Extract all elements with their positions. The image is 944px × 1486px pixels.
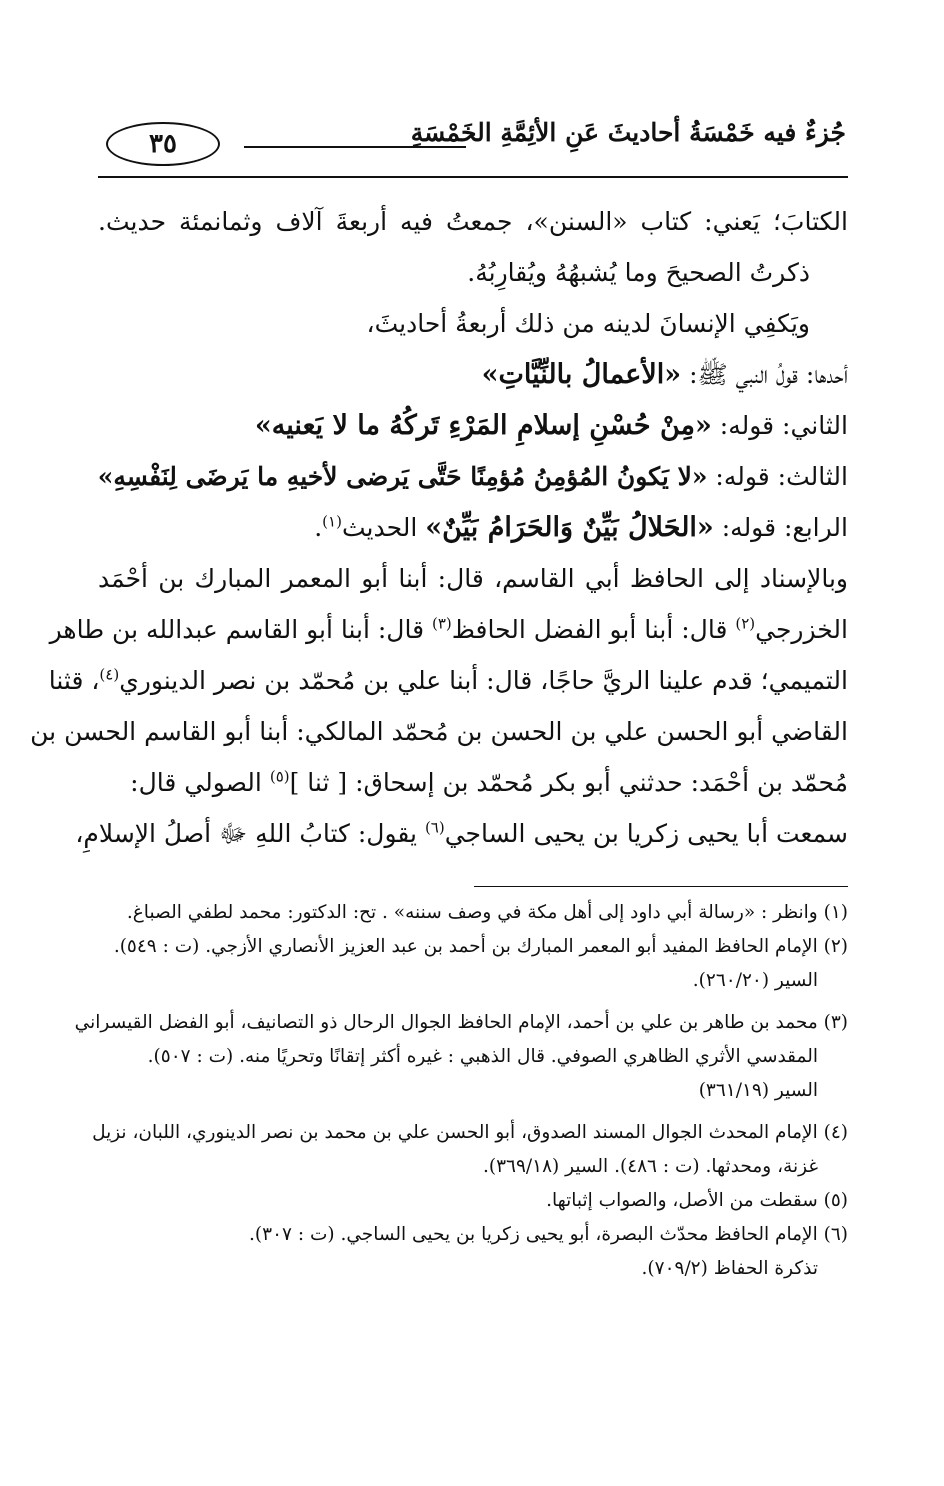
footnote-ref-2: (٢): [735, 614, 756, 633]
text-line-10: [48, 655, 848, 706]
text-line-12-a: مُحمّد بن أحْمَد: حدثني أبو بكر مُحمّد بن إسحاق: [ ثنا ]: [289, 768, 848, 797]
footnote-3-cont: المقدسي الأثري الظاهري الصوفي. قال الذهبي : غيره أكثر إتقانًا وتحريًا منه. (ت : ٥٠٧).: [147, 1046, 818, 1067]
footnote-ref-1: (١): [322, 512, 342, 531]
hadith-1-intro: أحدها: قولُ النبي ﷺ:: [681, 360, 848, 389]
text-line-13-a: سمعت أبا يحيى زكريا بن يحيى الساجي: [444, 819, 848, 848]
text-line-12-b: الصولي قال:: [130, 768, 270, 797]
text-line-9-b: قال: أبنا أبو الفضل الحافظ: [451, 615, 736, 644]
page-header: [98, 112, 846, 176]
hadith-2-intro: الثاني: قوله:: [711, 411, 848, 440]
footnotes: [74, 896, 848, 1286]
footnote-ref-3: (٣): [431, 614, 452, 633]
header-title-rule: [244, 146, 466, 148]
footnote-3-cont2: السير (٣٦١/١٩): [698, 1080, 818, 1101]
footnote-6: (٦) الإمام الحافظ محدّث البصرة، أبو يحيى زكريا بن يحيى الساجي. (ت : ٣٠٧).: [249, 1224, 848, 1245]
text-line-10-a: التميمي؛ قدم علينا الريَّ حاجًا، قال: أبنا علي بن مُحمّد بن نصر الدينوري: [119, 666, 848, 695]
footnote-ref-4: (٤): [99, 665, 120, 684]
text-line-9-a: الخزرجي: [755, 615, 848, 644]
text-line-9-c: قال: أبنا أبو القاسم عبدالله بن طاهر: [49, 615, 432, 644]
footnote-divider: [474, 886, 848, 887]
footnote-1: (١) وانظر : «رسالة أبي داود إلى أهل مكة في وصف سننه» . تح: الدكتور: محمد لطفي الصباغ.: [126, 902, 848, 923]
hadith-4-quote: «الحَلالُ بَيِّنٌ وَالحَرَامُ بَيِّنٌ»: [425, 512, 714, 543]
hadith-4-end: .: [314, 513, 323, 542]
page-number: ٣٥: [149, 129, 177, 159]
hadith-2: [98, 400, 848, 451]
footnote-3: (٣) محمد بن طاهر بن علي بن أحمد، الإمام الحافظ الجوال الرحال ذو التصانيف، أبو الفضل القيسراني: [74, 1012, 848, 1033]
text-line-10-b: ، قثنا: [48, 666, 100, 695]
footnote-ref-6: (٦): [424, 818, 445, 837]
hadith-4-tail: الحديث: [341, 513, 426, 542]
text-line-11: القاضي أبو الحسن علي بن الحسن بن مُحمّد المالكي: أبنا أبو القاسم الحسن بن: [30, 717, 848, 746]
footnote-4-cont: غزنة، ومحدثها. (ت : ٤٨٦). السير (٣٦٩/١٨).: [483, 1156, 818, 1177]
text-line-3: ويَكفِي الإنسانَ لدينه من ذلك أربعةُ أحاديثَ،: [366, 309, 810, 338]
hadith-2-quote: «مِنْ حُسْنِ إسلامِ المَرْءِ تَركُهُ ما لا يَعنيه»: [254, 410, 712, 441]
text-line-13: [75, 808, 848, 859]
hadith-4: [98, 502, 848, 553]
hadith-4-intro: الرابع: قوله:: [713, 513, 848, 542]
footnote-5: (٥) سقطت من الأصل، والصواب إثباتها.: [546, 1190, 848, 1211]
footnote-2-cont: السير (٢٦٠/٢٠).: [692, 970, 818, 991]
hadith-1-quote: «الأعمالُ بالنِّيَّاتِ»: [481, 359, 682, 390]
running-title: جُزءٌ فيه خَمْسَةُ أحاديثَ عَنِ الأئِمَّةِ الخَمْسَةِ: [410, 118, 846, 147]
text-line-9: [49, 604, 848, 655]
text-line-12: [98, 757, 848, 808]
hadith-3-intro: الثالث: قوله:: [707, 462, 848, 491]
hadith-3: [98, 451, 848, 502]
footnote-4: (٤) الإمام المحدث الجوال المسند الصدوق، أبو الحسن علي بن محمد بن نصر الدينوري، اللبان، نزيل: [92, 1122, 848, 1143]
text-line-13-b: يقول: كتابُ اللهِ ﷻ أصلُ الإسلامِ،: [75, 819, 425, 848]
footnote-6-cont: تذكرة الحفاظ (٧٠٩/٢).: [641, 1258, 818, 1279]
text-line-2: ذكرتُ الصحيحَ وما يُشبهُهُ ويُقارِبُهُ.: [467, 258, 810, 287]
footnote-ref-5: (٥): [269, 767, 290, 786]
hadith-3-quote: «لا يَكونُ المُؤمِنُ مُؤمِنًا حَتَّى يَرضى لأخيهِ ما يَرضَى لِنَفْسِهِ»: [97, 462, 708, 491]
page-number-badge: [106, 122, 220, 166]
footnote-2: (٢) الإمام الحافظ المفيد أبو المعمر المبارك بن أحمد بن عبد العزيز الأنصاري الأزجي. (ت : ٥٤٩).: [113, 936, 848, 957]
header-divider: [98, 176, 848, 178]
text-line-8: وبالإسناد إلى الحافظ أبي القاسم، قال: أبنا أبو المعمر المبارك بن أحْمَد: [98, 564, 848, 593]
hadith-1: [98, 349, 848, 400]
text-line-1: الكتابَ؛ يَعني: كتاب «السنن»، جمعتُ فيه أربعةَ آلاف وثمانمئة حديث.: [98, 207, 848, 236]
main-text: [30, 196, 848, 859]
